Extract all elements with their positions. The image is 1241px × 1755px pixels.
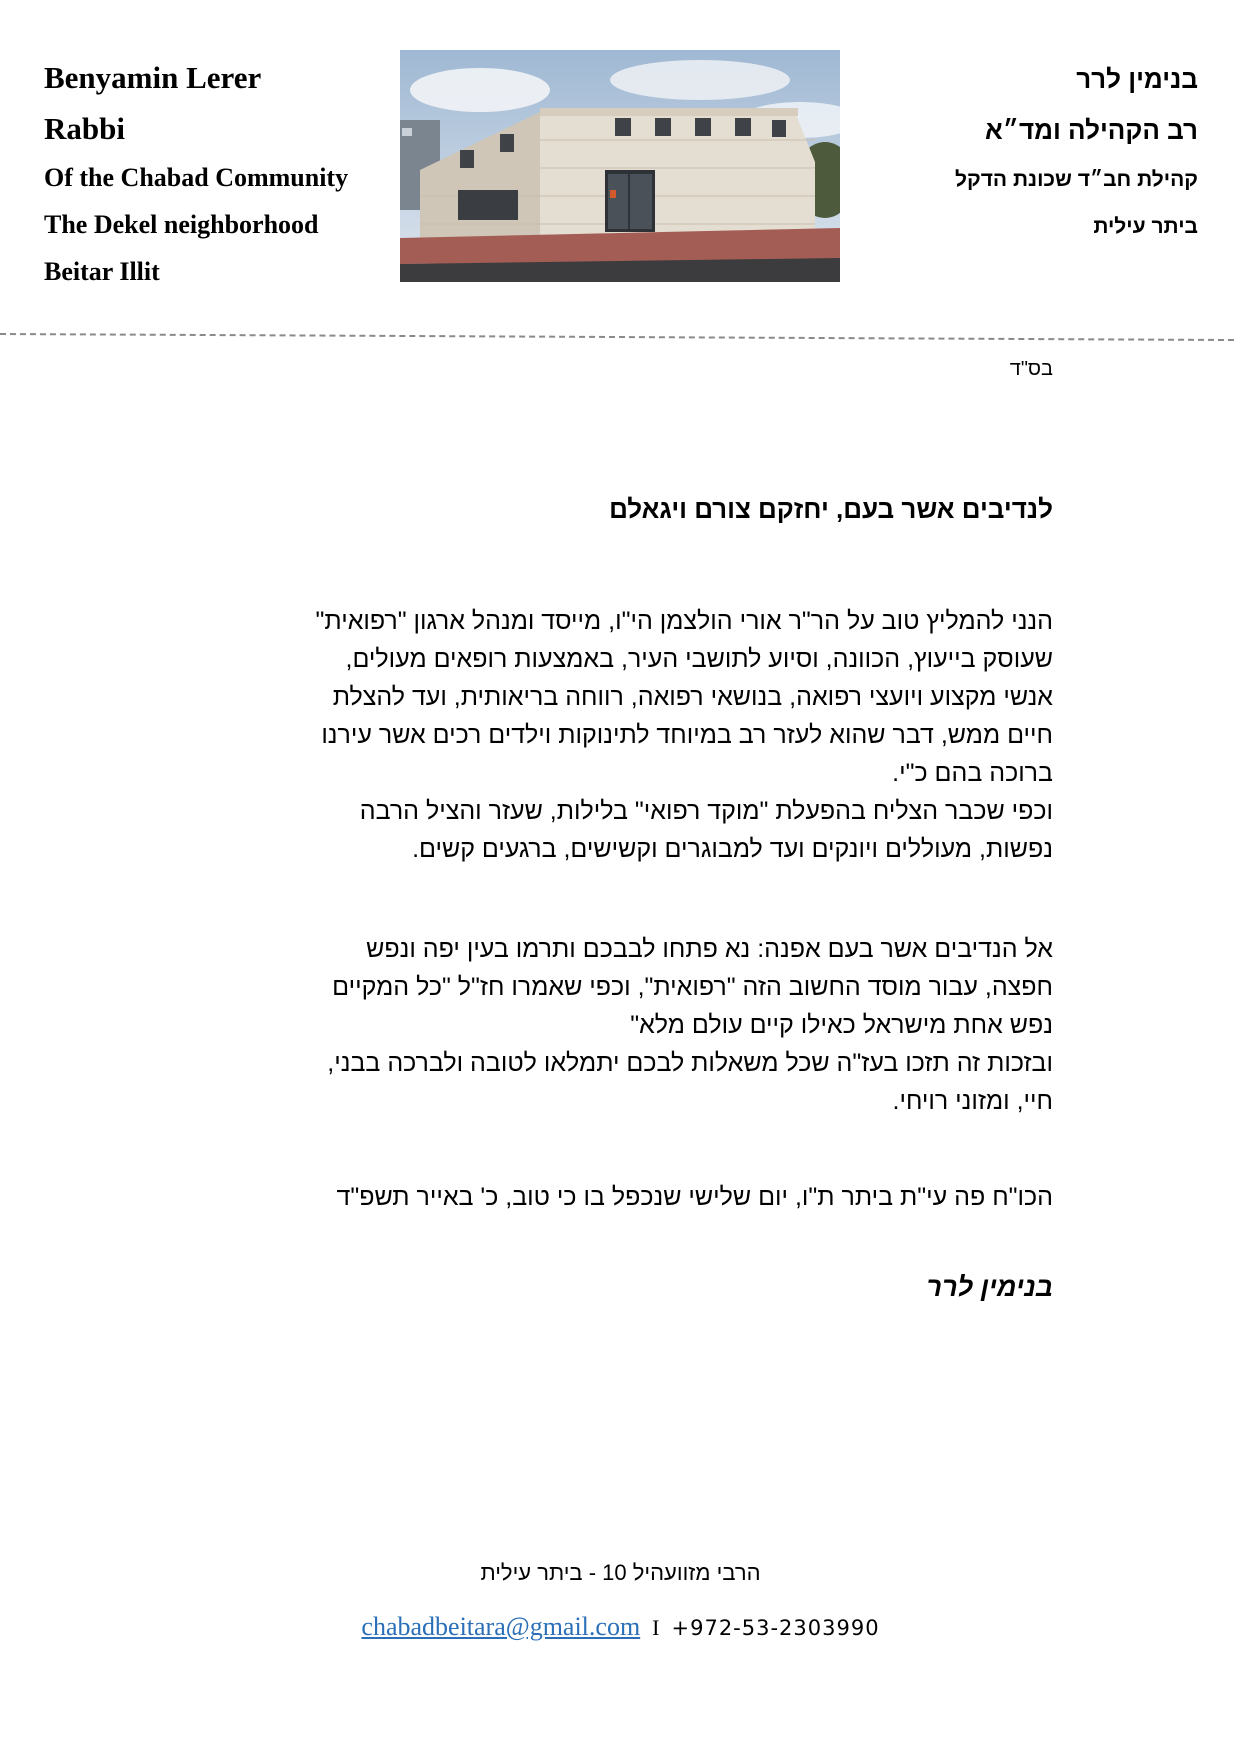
letter-paragraph-1 xyxy=(163,602,1053,868)
hebrew-city: ביתר עילית xyxy=(1093,215,1198,238)
english-community: Of the Chabad Community xyxy=(44,163,349,192)
synagogue-building-photo xyxy=(400,50,840,282)
english-neighborhood: The Dekel neighborhood xyxy=(44,210,319,239)
letterhead-hebrew xyxy=(838,54,1198,250)
paragraph-line: שעוסק בייעוץ, הכוונה, וסיוע לתושבי העיר, באמצעות רופאים מעולים, xyxy=(345,645,1053,673)
letterhead-english xyxy=(44,52,394,295)
english-name: Benyamin Lerer xyxy=(44,60,262,95)
paragraph-line: ובזכות זה תזכו בעז"ה שכל משאלות לבכם יתמלאו לטובה ולברכה בבני, xyxy=(327,1049,1053,1077)
hebrew-role: רב הקהילה ומד״א xyxy=(984,115,1198,145)
paragraph-line: נפשות, מעוללים ויונקים ועד למבוגרים וקשישים, ברגעים קשים. xyxy=(412,835,1053,863)
paragraph-line: אל הנדיבים אשר בעם אפנה: נא פתחו לבבכם ותרמו בעין יפה ונפש xyxy=(366,935,1053,963)
hebrew-community: קהילת חב״ד שכונת הדקל xyxy=(954,168,1198,191)
signature: בנימין לרר xyxy=(926,1272,1053,1302)
email-link[interactable]: chabadbeitara@gmail.com xyxy=(361,1612,641,1641)
bsd-mark: בס"ד xyxy=(1009,358,1053,380)
letter-closing-line xyxy=(163,1178,1053,1216)
paragraph-line: חיי, ומזוני רויחי. xyxy=(892,1087,1053,1115)
footer-address: הרבי מזוועהיל 10 - ביתר עילית xyxy=(480,1560,761,1585)
paragraph-line: נפש אחת מישראל כאילו קיים עולם מלא" xyxy=(630,1011,1053,1039)
letter-paragraph-2 xyxy=(163,930,1053,1120)
english-city: Beitar Illit xyxy=(44,257,160,286)
paragraph-line: אנשי מקצוע ויועצי רפואה, בנושאי רפואה, רווחה בריאותית, ועד להצלת xyxy=(332,683,1053,711)
letter-title: לנדיבים אשר בעם, יחזקם צורם ויגאלם xyxy=(609,494,1053,524)
footer-contact xyxy=(0,1612,1241,1642)
paragraph-line: חיים ממש, דבר שהוא לעזר רב במיוחד לתינוקות וילדים רכים אשר עירנו xyxy=(321,721,1053,749)
phone-number: +972-53-2303990 xyxy=(671,1616,880,1640)
letterhead-divider xyxy=(0,333,1234,341)
paragraph-line: חפצה, עבור מוסד החשוב הזה "רפואית", וכפי שאמרו חז"ל "כל המקיים xyxy=(332,973,1053,1001)
paragraph-line: הנני להמליץ טוב על הר"ר אורי הולצמן הי"ו, מייסד ומנהל ארגון "רפואית" xyxy=(315,607,1053,635)
paragraph-line: ברוכה בהם כ"י. xyxy=(892,759,1053,787)
paragraph-line: הכו"ח פה עי"ת ביתר ת"ו, יום שלישי שנכפל בו כי טוב, כ' באייר תשפ"ד xyxy=(336,1183,1053,1211)
english-role: Rabbi xyxy=(44,111,125,146)
paragraph-line: וכפי שכבר הצליח בהפעלת "מוקד רפואי" בלילות, שעזר והציל הרבה xyxy=(359,797,1053,825)
hebrew-name: בנימין לרר xyxy=(1076,64,1198,94)
contact-separator: I xyxy=(652,1615,660,1640)
